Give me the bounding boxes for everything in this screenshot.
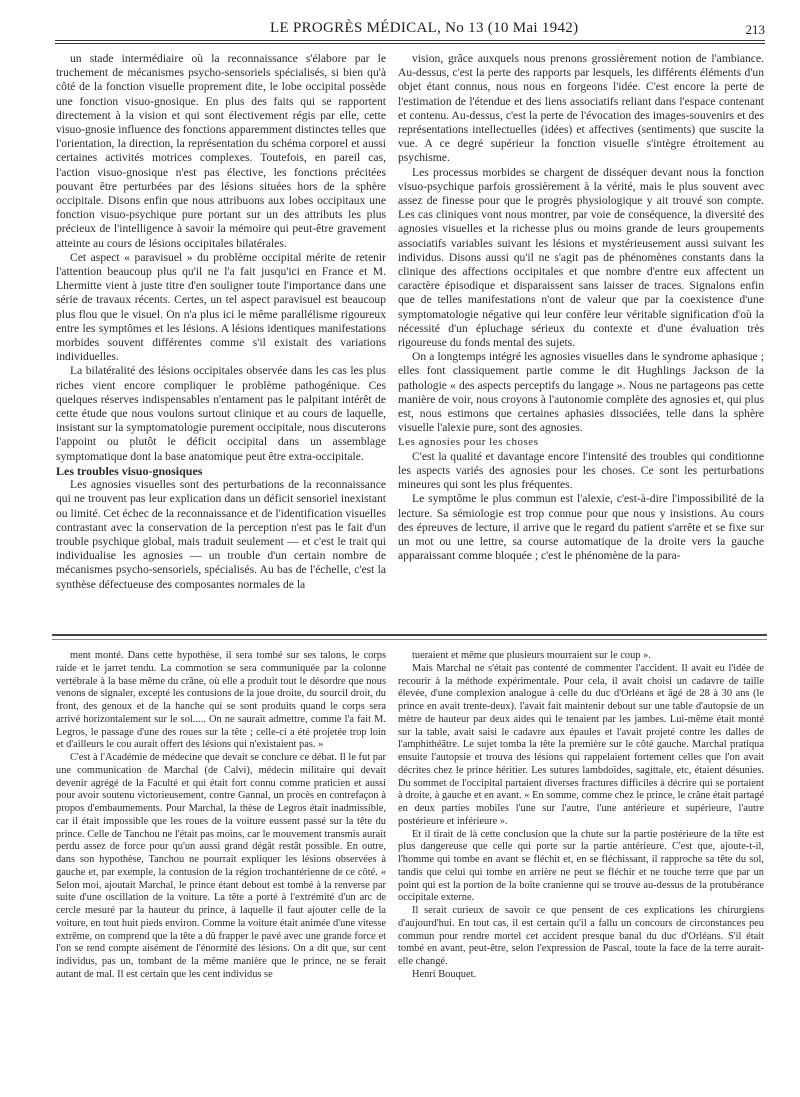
header-rule-thin	[55, 43, 765, 44]
paragraph: La bilatéralité des lésions occipitales observée dans les cas les plus riches vient encore compliquer le problème pathogénique. Ces quelques réserves indispensables n'entament pas le palpitant intérêt de cette étude que nous voulons surtout clinique et au cours de laquelle, insistant sur la symptomatologie purement occipitale, nous discuterons l'appoint ou plutôt le déficit occipital dans un assemblage symptomatique dont la base anatomique peut être extra-occipitale.	[56, 364, 386, 463]
author-signature: Henri Bouquet.	[412, 968, 477, 980]
paragraph: vision, grâce auxquels nous prenons grossièrement notion de l'ambiance. Au-dessus, c'est la perte des rapports par lesquels, les différents éléments d'un objet étant connus, nous nous en forgeons l'idée. C'est encore la perte de l'estimation de l'étendue et des liens associatifs reliant dans l'espace contenant et contenu. Au-dessus, c'est la perte de l'évocation des images-souvenirs et des représentations intellectuelles (idées) et affectives (sentiments) que suscite la vue. A ce degré supérieur la fonction visuelle s'intègre étroitement au psychisme.	[398, 52, 764, 165]
paragraph: Les processus morbides se chargent de disséquer devant nous la fonction visuo-psychique parfois grossièrement à la vérité, mais le plus souvent avec assez de finesse pour que le progrès physiologique y ait trouvé son compte. Les cas cliniques vont nous montrer, par voie de conséquence, la diversité des agnosies visuelles et la richesse plus ou moins grande de leurs groupements associatifs variables suivant les lésions et mystérieusement aussi suivant les individus. Disons aussi qu'il ne s'agit pas de phénomènes constants dans la clinique des affections occipitales et que nombre d'entre eux affectent un caractère épisodique et disparaissent sans laisser de traces. Signalons enfin que de telles manifestations n'ont de valeur que par la coexistence d'une symptomatologie négative qui leur confère leur véritable signification d'où la nécessité d'un épluchage sérieux du contexte et d'une évaluation très rigoureuse du fonds mental des sujets.	[398, 165, 764, 350]
paragraph: Et il tirait de là cette conclusion que la chute sur la partie postérieure de la tête est plus dangereuse que celle qui porte sur la partie antérieure. C'est que, ajoute-t-il, l'homme qui tombe en avant se fléchit et, en se fléchissant, il rapproche sa tête du sol, tandis que celui qui tombe en arrière ne peut se fléchir et ne touche terre que par un point qui est la portion de la boîte cranienne qui se trouve au-dessus de la protubérance occipitale externe.	[398, 828, 764, 904]
paragraph: ment monté. Dans cette hypothèse, il sera tombé sur ses talons, le corps raide et le jarret tendu. La commotion se sera communiquée par la colonne vertébrale à la base même du crâne, où elle a produit tout le désordre que nous venons de signaler, excepté les contusions de la joue droite, du sourcil droit, du front, des genoux et de la hanche qui se sont produits quand le corps sera arrivé horizontalement sur le sol..... On ne saurait admettre, comme l'a fait M. Legros, le passage d'une des roues sur la tête ; celle-ci a été projetée trop loin et d'ailleurs le cou aurait offert des lésions qui n'existaient pas. »	[56, 650, 386, 751]
paragraph: Cet aspect « paravisuel » du problème occipital mérite de retenir l'attention beaucoup plus qu'il ne l'a fait jusqu'ici en France et M. Lhermitte vient à juste titre d'en souligner toute l'importance dans une série de travaux récents. Certes, un tel aspect paravisuel est beaucoup plus flou que le visuel. On n'a plus ici le même parallélisme rigoureux entre les symptômes et les lésions. A lésions identiques manifestations morbides souvent différentes comme s'il existait des variations individuelles.	[56, 250, 386, 364]
page-number: 213	[745, 22, 765, 37]
paragraph: C'est la qualité et davantage encore l'intensité des troubles qui conditionne les aspects variés des agnosies pour les choses. Ce sont les perturbations mineures qui sont les plus fréquentes.	[398, 449, 764, 492]
section-heading: Les agnosies pour les choses	[398, 436, 539, 449]
paragraph: Le symptôme le plus commun est l'alexie, c'est-à-dire l'impossibilité de la lecture. Sa sémiologie est trop connue pour que nous y insistions. Au cours des épreuves de lecture, il arrive que le regard du patient s'arrête et se fixe sur un mot ou une lettre, sa course automatique de la droite vers la gauche apparaissant comme bloquée ; c'est le phénomène de la para-	[398, 492, 764, 563]
lower-right-column	[398, 650, 764, 982]
lower-left-column	[56, 650, 386, 982]
paragraph: Mais Marchal ne s'était pas contenté de commenter l'accident. Il avait eu l'idée de recourir à la méthode expérimentale. Pour cela, il avait choisi un cadavre de taille élevée, d'une complexion analogue à celle du duc d'Orléans et âgé de 28 à 30 ans (le prince en avait trente-deux). l'avait fait maintenir debout sur une table d'autopsie de un mètre de hauteur par deux aides qui le tenaient par les jambes. Lui-même était monté sur la table, avait saisi le cadavre aux épaules et l'avait projeté contre les dalles de l'amphithéâtre. Le sujet tomba la tête la première sur le côté gauche. Marchal pratiqua ensuite l'autopsie et trouva des lésions qui rappelaient fortement celles que l'on avait décrites chez le prince héritier. Les sutures lambdoïdes, sagittale, etc, étaient désunies. Du sommet de l'occipital partaient diverses fractures difficiles à décrire qui se portaient à droite, à gauche et en avant. « En somme, comme chez le prince, le crâne était partagé en deux parties mobiles l'une sur l'autre, l'une antérieure et supérieure, l'autre postérieure et inférieure ».	[398, 662, 764, 827]
paragraph: C'est à l'Académie de médecine que devait se conclure ce débat. Il le fut par une communication de Marchal (de Calvi), médecin militaire qui devait devenir agrégé de la Faculté et qui était fort connu comme praticien et aussi pour avoir soutenu victorieusement, contre Gannal, un procès en contrefaçon à propos d'embaumements. Pour Marchal, la thèse de Legros était inadmissible, car il était impossible que les roues de la voiture eussent passé sur la tête du prince. Celle de Tanchou ne l'était pas moins, car le mouvement transmis aurait perdu assez de force pour qu'un aussi grand dégât restât possible. En outre, dans son hypothèse, Tanchou ne pourrait expliquer les lésions observées à gauche et, par exemple, la contusion de la région trochantérienne de ce côté. « Selon moi, ajoutait Marchal, le prince étant debout est tombé à la renverse par suite d'une oscillation de la voiture. La tête a porté à l'extrémité d'un arc de cercle mesuré par la hauteur du prince, à laquelle il faut ajouter celle de la voiture, en tout huit pieds environ. Comme la voiture était animée d'une vitesse extrême, on comprend que la tête a dû frapper le pavé avec une grande force et l'on se rend compte aisément de l'énormité des lésions. On a dit que, sur cent individus, pas un, tombant de la même manière que le prince, ne se ferait autant de mal. Il est certain que les cent individus se	[56, 752, 386, 980]
header-rule	[55, 40, 765, 41]
upper-right-column	[398, 52, 764, 563]
article-divider	[52, 634, 767, 640]
paragraph: On a longtemps intégré les agnosies visuelles dans le syndrome aphasique ; elles font classiquement partie comme le dit Hughlings Jackson de la pathologie « des aspects perceptifs du langage ». Nous ne partageons pas cette manière de voir, nous croyons à l'autonomie complète des agnosies et, qui plus est, nous estimons que certaines aphasies dissociées, telle dans la sphère visuelle l'alexie pure, sont des agnosies.	[398, 350, 764, 435]
upper-left-column	[56, 52, 386, 592]
page-header	[50, 18, 765, 40]
section-heading: Les troubles visuo-gnosiques	[56, 463, 203, 478]
paragraph: Les agnosies visuelles sont des perturbations de la reconnaissance qui ne trouvent pas leur explication dans un déficit sensoriel inexistant ou limité. Cet échec de la reconnaissance et de l'identification visuelles contrastant avec la conservation de la perception n'est pas le fait d'un trouble psychique global, mais traduit seulement — et c'est le trait qui individualise les agnosies — un trouble d'un certain nombre de mécanismes psycho-sensoriels, spécialisés. Au bas de l'échelle, c'est la synthèse défectueuse des composantes normales de la	[56, 478, 386, 591]
journal-title: LE PROGRÈS MÉDICAL, No 13 (10 Mai 1942)	[270, 20, 579, 36]
paragraph: Il serait curieux de savoir ce que pensent de ces explications les chirurgiens d'aujourd'hui. En tout cas, il est certain qu'il a fallu un concours de circonstances peu commun pour rendre mortel cet accident presque banal du duc d'Orléans. S'il était tombé en avant, peut-être, selon l'expression de Pascal, toute la face de la terre aurait-elle changé.	[398, 905, 764, 967]
paragraph: tueraient et même que plusieurs mourraient sur le coup ».	[412, 650, 651, 661]
paragraph: un stade intermédiaire où la reconnaissance s'élabore par le truchement de mécanismes psycho-sensoriels spécialisés, si bien qu'à côté de la fonction visuelle proprement dite, le lobe occipital possède une fonction visuo-gnosique. En plus des faits qui se rapportent directement à la vision et qui sont électivement régis par elle, cette visuo-gnosie influence des fonctions apparemment distinctes telles que l'orientation, la direction, la représentation du schéma corporel et aussi certaines activités motrices complexes. Toutefois, en pareil cas, l'action visuo-gnosique n'est pas élective, les fonctions précitées pouvant être perturbées par des lésions situées hors de la sphère occipitale. Disons enfin que nous attribuons aux lobes occipitaux une fonction visuo-psychique pure portant sur un des attributs les plus précieux de l'intelligence à savoir la mémoire qui peut-être gravement atteinte au cours de lésions occipitales bilatérales.	[56, 52, 386, 250]
